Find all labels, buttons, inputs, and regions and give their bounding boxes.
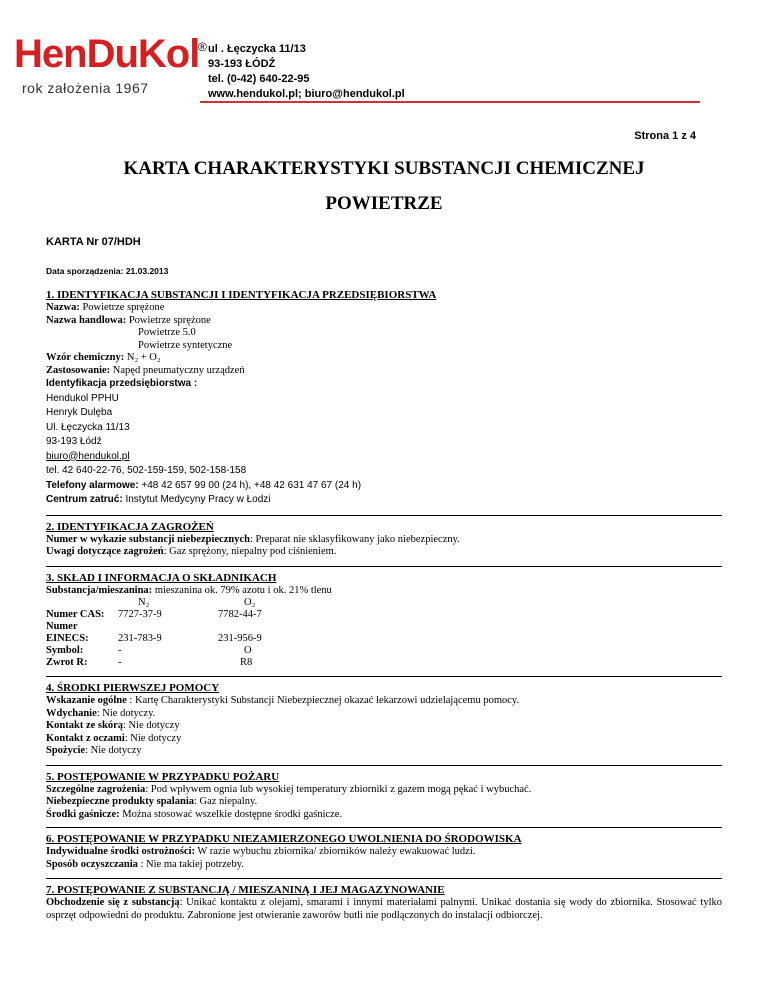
table-row: [46, 621, 314, 633]
row-label: Zwrot R:: [46, 657, 88, 668]
fire-line: [46, 796, 726, 809]
composition-table: [46, 597, 314, 669]
address-line: www.hendukol.pl; biuro@hendukol.pl: [208, 88, 405, 100]
release-line: [46, 859, 726, 872]
table-row: [46, 609, 314, 621]
first-aid-line: [46, 695, 726, 708]
first-aid-line: [46, 733, 726, 746]
field-value: Powietrze sprężone: [79, 302, 165, 313]
field-label: Identyfikacja przedsiębiorstwa :: [46, 378, 198, 389]
substance-title: POWIETRZE: [325, 193, 443, 214]
field-label: Uwagi dotyczące zagrożeń: [46, 546, 164, 557]
field-label: Środki gaśnicze:: [46, 808, 120, 820]
field-label: Szczególne zagrożenia: [46, 783, 146, 795]
cell-o2: O: [244, 645, 252, 656]
first-aid-line: [46, 720, 726, 733]
cell-o2: 231-956-9: [218, 633, 262, 644]
fire-line: [46, 809, 726, 822]
email-link[interactable]: biuro@hendukol.pl: [46, 450, 130, 462]
address-line: ul . Łęczycka 11/13: [208, 43, 306, 55]
cell-n2: 231-783-9: [118, 633, 162, 644]
section-6-heading: 6. POSTĘPOWANIE W PRZYPADKU NIEZAMIERZONEGO UWOLNIENIA DO ŚRODOWISKA: [46, 833, 522, 845]
handling-paragraph: [46, 897, 722, 922]
name-line: [46, 302, 726, 315]
field-value: N₂ + O₂: [124, 352, 161, 363]
row-label: Symbol:: [46, 645, 84, 656]
section-1-heading: 1. IDENTYFIKACJA SUBSTANCJI I IDENTYFIKACJA PRZEDSIĘBIORSTWA: [46, 289, 437, 301]
first-aid-line: [46, 708, 726, 721]
column-o2: O₂: [244, 597, 256, 608]
column-n2: N₂: [138, 597, 150, 608]
address-line: 93-193 ŁÓDŹ: [208, 58, 276, 70]
table-row: [46, 657, 314, 669]
trade-name-extra: Powietrze 5.0: [138, 327, 196, 338]
field-value: : Gaz niepalny.: [193, 796, 258, 807]
formula-line: [46, 352, 726, 365]
row-label: EINECS:: [46, 633, 89, 644]
field-label: Niebezpieczne produkty spalania: [46, 796, 194, 807]
cell-n2: -: [118, 657, 122, 668]
field-value: : Gaz sprężony, niepalny pod ciśnieniem.: [163, 546, 337, 557]
company-line: Ul. Łęczycka 11/13: [46, 421, 130, 433]
cell-n2: 7727-37-9: [118, 609, 162, 620]
cell-o2: [218, 621, 314, 633]
field-value: Napęd pneumatyczny urządzeń: [110, 364, 245, 376]
card-date: Data sporządzenia: 21.03.2013: [46, 266, 169, 276]
section-divider: [46, 765, 722, 766]
poison-center-line: [46, 493, 726, 508]
row-label: Numer CAS:: [46, 609, 105, 620]
field-label: Kontakt z oczami: [46, 732, 125, 744]
field-value: : Nie dotyczy: [124, 732, 182, 744]
section-divider: [46, 566, 722, 567]
section-divider: [46, 827, 722, 828]
table-row: [46, 645, 314, 657]
field-label: Zastosowanie:: [46, 364, 111, 376]
field-label: Wzór chemiczny:: [46, 352, 125, 363]
section-7-heading: 7. POSTĘPOWANIE Z SUBSTANCJĄ / MIESZANINĄ I JEJ MAGAZYNOWANIE: [46, 884, 445, 896]
company-address: [208, 42, 405, 102]
field-value: +48 42 657 99 00 (24 h), +48 42 631 47 67 (24 h): [138, 479, 362, 491]
hazard-line: [46, 534, 726, 547]
field-value: : Preparat nie sklasyfikowany jako niebezpieczny.: [249, 533, 460, 545]
cell-o2: 7782-44-7: [218, 609, 262, 620]
section-4-heading: 4. ŚRODKI PIERWSZEJ POMOCY: [46, 682, 220, 694]
fire-line: [46, 784, 726, 797]
section-divider: [46, 676, 722, 677]
field-label: Indywidualne środki ostrożności:: [46, 846, 195, 857]
field-label: Numer w wykazie substancji niebezpiecznych: [46, 533, 250, 545]
field-label: Spożycie: [46, 745, 86, 756]
section-divider: [46, 515, 722, 516]
company-line: Henryk Dulęba: [46, 407, 113, 418]
card-number: KARTA Nr 07/HDH: [46, 236, 141, 248]
field-label: Obchodzenie się z substancją: [46, 897, 180, 908]
field-label: Nazwa:: [46, 302, 80, 313]
logo-wordmark: HenDuKol: [14, 32, 200, 76]
registered-mark: ®: [198, 40, 207, 54]
address-line: tel. (0-42) 640-22-95: [208, 73, 310, 85]
section-2-heading: 2. IDENTYFIKACJA ZAGROŻEŃ: [46, 520, 214, 533]
document-title: KARTA CHARAKTERYSTYKI SUBSTANCJI CHEMICZNEJ: [123, 158, 645, 179]
cell-n2: [118, 621, 218, 633]
field-label: Telefony alarmowe:: [46, 479, 139, 491]
mixture-line: [46, 585, 726, 598]
field-value: : Nie dotyczy: [85, 745, 142, 756]
company-line: Hendukol PPHU: [46, 392, 119, 404]
field-label: Wskazanie ogólne: [46, 695, 127, 706]
field-value: : Nie dotyczy.: [96, 707, 156, 719]
field-value: : Nie dotyczy: [123, 720, 180, 731]
header-divider: [200, 101, 700, 103]
field-value: : Nie ma takiej potrzeby.: [137, 858, 244, 870]
trade-name-extra: Powietrze syntetyczne: [138, 339, 233, 351]
trade-name-line: [46, 315, 726, 328]
cell-o2: R8: [240, 657, 253, 668]
section-5-heading: 5. POSTĘPOWANIE W PRZYPADKU POŻARU: [46, 770, 280, 783]
table-header-row: [46, 597, 314, 609]
company-logo: [10, 32, 210, 104]
release-line: [46, 846, 726, 859]
field-label: Substancja/mieszanina:: [46, 584, 153, 596]
field-value: Powietrze sprężone: [126, 314, 211, 326]
alarm-phone-line: [46, 479, 726, 494]
field-label: Nazwa handlowa:: [46, 314, 127, 326]
field-value: : Pod wpływem ognia lub wysokiej temperatury zbiorniki z gazem mogą pękać i wybuchać.: [145, 783, 532, 795]
field-label: Centrum zatruć:: [46, 494, 123, 505]
section-divider: [46, 878, 722, 879]
cell-n2: -: [118, 645, 122, 656]
field-value: : Unikać kontaktu z olejami, smarami i innymi materiałami palnymi. Unikać dostania się wody do zbiornika. Stosować tylko osprzęt odpowiedni do produktu. Zabronione jest otwieranie zaworów butli nie podłączonych do instalacji odbiorczej.: [46, 897, 722, 921]
field-label: Sposób oczyszczania: [46, 858, 138, 870]
use-line: [46, 365, 726, 378]
field-label: Kontakt ze skórą: [46, 720, 123, 731]
logo-subtitle: rok założenia 1967: [22, 80, 149, 96]
field-value: Można stosować wszelkie dostępne środki gaśnicze.: [119, 808, 343, 820]
field-value: mieszanina ok. 79% azotu i ok. 21% tlenu: [152, 584, 332, 596]
email-line: [46, 450, 726, 465]
field-value: : Kartę Charakterystyki Substancji Niebezpiecznej okazać lekarzowi udzielającemu pomocy.: [126, 695, 520, 706]
document-body: [46, 289, 726, 922]
field-value: Instytut Medycyny Pracy w Łodzi: [122, 494, 271, 505]
first-aid-line: [46, 745, 726, 758]
table-row: [46, 633, 314, 645]
field-label: Wdychanie: [46, 707, 97, 719]
row-label: Numer: [46, 621, 78, 632]
field-value: W razie wybuchu zbiornika/ zbiorników należy ewakuować ludzi.: [194, 846, 476, 857]
phone-line: tel. 42 640-22-76, 502-159-159, 502-158-158: [46, 465, 247, 476]
company-line: 93-193 Łódź: [46, 436, 102, 447]
hazard-line: [46, 546, 726, 559]
page-number: Strona 1 z 4: [634, 130, 696, 142]
company-identification-label: [46, 377, 726, 392]
section-3-heading: 3. SKŁAD I INFORMACJA O SKŁADNIKACH: [46, 571, 277, 584]
